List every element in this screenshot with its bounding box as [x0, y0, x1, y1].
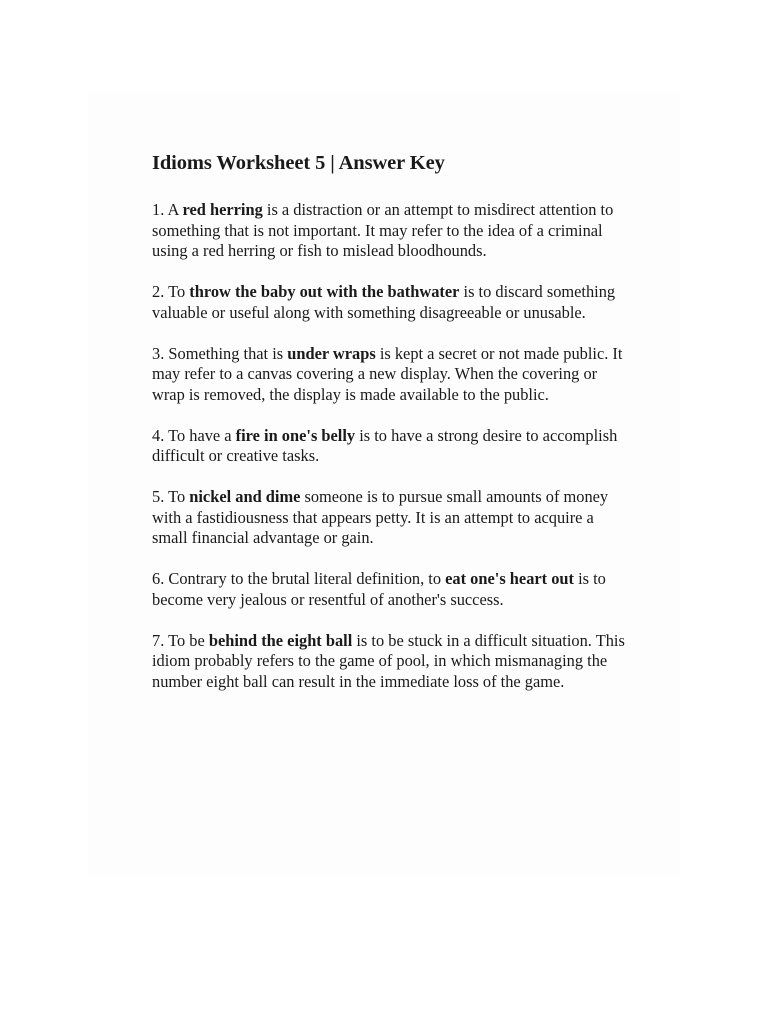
idiom-term: red herring [182, 200, 263, 219]
document-content [152, 150, 627, 713]
answer-item-6 [152, 569, 627, 610]
answer-item-4 [152, 426, 627, 467]
idiom-term: under wraps [287, 343, 376, 363]
answer-lead: 1. A [152, 200, 183, 219]
answer-definition: is a distraction or an attempt to misdirect attention to something that is not important. It may refer to the idea of a criminal using a red herring or fish to mislead bloodhounds. [152, 200, 614, 260]
idiom-term: eat one's heart out [445, 569, 574, 588]
answer-item-5 [152, 487, 627, 549]
answer-item-1 [152, 200, 627, 262]
idiom-term: fire in one's belly [235, 425, 356, 445]
answer-list [152, 200, 627, 692]
answer-definition: is to be stuck in a difficult situation. This idiom probably refers to the game of pool, in which mismanaging the number eight ball can result in the immediate loss of the game. [152, 630, 625, 691]
answer-definition: is to become very jealous or resentful of another's success. [152, 569, 606, 609]
page-title: Idioms Worksheet 5 | Answer Key [152, 152, 445, 174]
answer-lead: 6. Contrary to the brutal literal definition, to [152, 569, 446, 588]
answer-item-7 [152, 631, 627, 693]
answer-definition: is kept a secret or not made public. It may refer to a canvas covering a new display. When the covering or wrap is removed, the display is made available to the public. [152, 343, 623, 404]
answer-definition: someone is to pursue small amounts of money with a fastidiousness that appears petty. It is an attempt to acquire a small financial advantage or gain. [152, 487, 609, 547]
answer-definition: is to discard something valuable or useful along with something disagreeable or unusable. [152, 282, 616, 322]
answer-lead: 4. To have a [152, 425, 236, 445]
answer-lead: 3. Something that is [152, 343, 288, 363]
answer-item-2 [152, 282, 627, 323]
idiom-term: throw the baby out with the bathwater [189, 282, 460, 301]
answer-lead: 7. To be [152, 630, 209, 650]
answer-item-3 [152, 344, 627, 406]
idiom-term: nickel and dime [189, 487, 301, 506]
idiom-term: behind the eight ball [208, 630, 353, 650]
answer-definition: is to have a strong desire to accomplish difficult or creative tasks. [152, 425, 618, 465]
answer-lead: 2. To [152, 282, 190, 301]
answer-lead: 5. To [152, 487, 190, 506]
